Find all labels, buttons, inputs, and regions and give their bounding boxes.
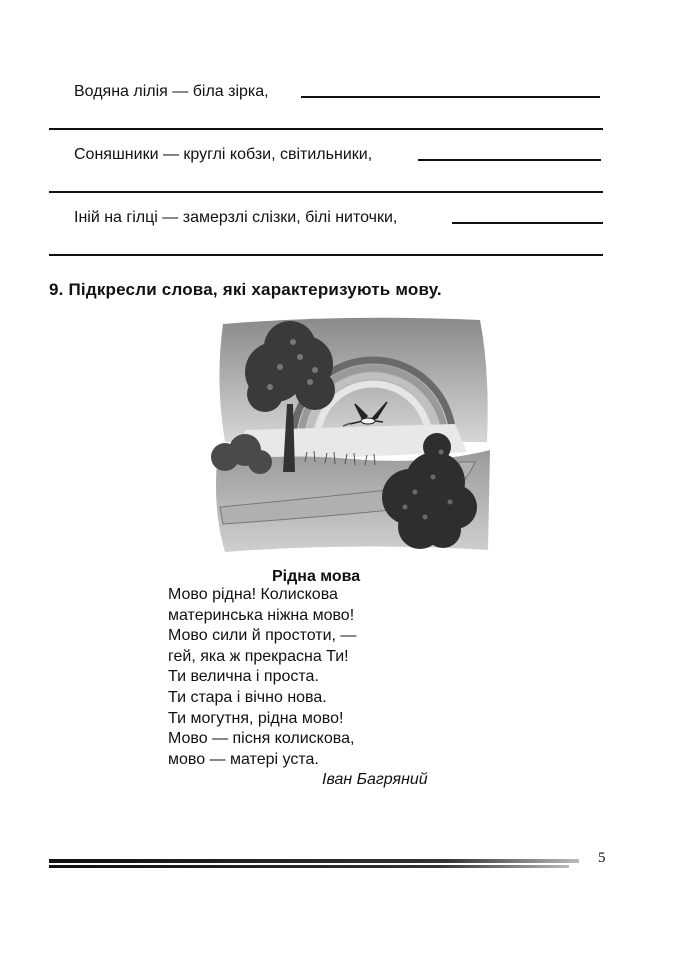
- answer-blank-3[interactable]: [452, 222, 603, 224]
- poem-title: Рідна мова: [272, 568, 361, 585]
- answer-blank-1[interactable]: [301, 96, 600, 98]
- answer-blank-2b[interactable]: [49, 191, 603, 193]
- poem-line: Ти велична і проста.: [168, 668, 319, 686]
- answer-blank-1b[interactable]: [49, 128, 603, 130]
- poem-line: гей, яка ж прекрасна Ти!: [168, 647, 349, 665]
- poem-author: Іван Багряний: [322, 771, 428, 788]
- footer-divider: [49, 857, 589, 871]
- answer-blank-2[interactable]: [418, 159, 601, 161]
- poem-line: Ти могутня, рідна мово!: [168, 709, 344, 727]
- landscape-illustration: [205, 312, 495, 557]
- poem-line: мово — матері уста.: [168, 750, 319, 768]
- task-9-heading: 9. Підкресли слова, які характеризують мову.: [49, 280, 442, 299]
- answer-blank-3b[interactable]: [49, 254, 603, 256]
- poem-line: Мово рідна! Колискова: [168, 586, 338, 603]
- exercise-line-3: Іній на гілці — замерзлі слізки, білі ниточки,: [74, 209, 398, 226]
- exercise-line-2: Соняшники — круглі кобзи, світильники,: [74, 146, 373, 163]
- poem-line: Мово сили й простоти, —: [168, 627, 357, 645]
- page-number: 5: [598, 850, 606, 866]
- poem-body: [168, 585, 356, 770]
- poem-line: Ти стара і вічно нова.: [168, 688, 327, 706]
- exercise-line-1: Водяна лілія — біла зірка,: [74, 83, 269, 100]
- poem-line: Мово — пісня колискова,: [168, 730, 355, 748]
- poem-line: материнська ніжна мово!: [168, 606, 355, 624]
